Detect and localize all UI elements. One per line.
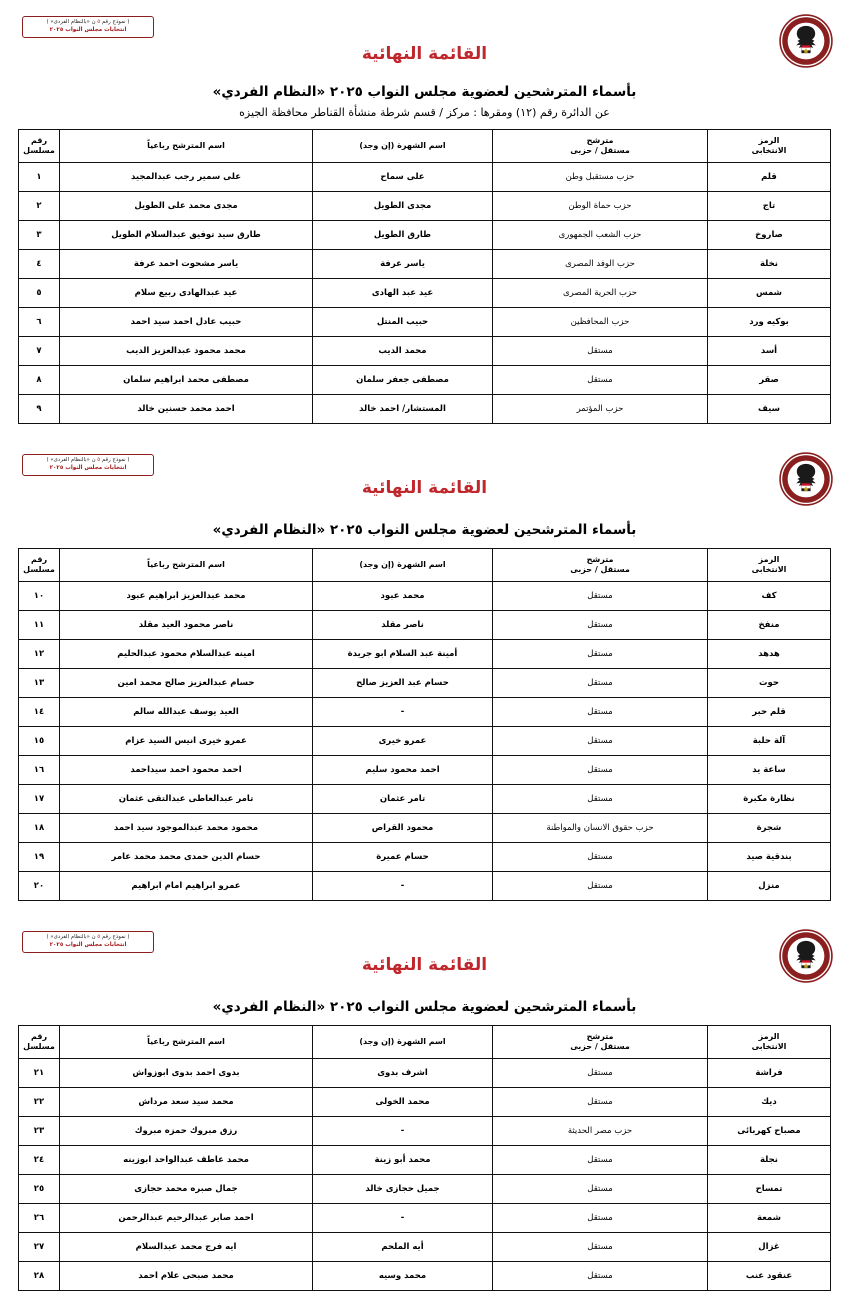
sequence-header-line1: رقم [30, 135, 48, 145]
cell-electoral-symbol: منفخ [708, 611, 831, 640]
cell-party-affiliation: مستقل [493, 1262, 708, 1291]
cell-sequence-number: ١١ [19, 611, 60, 640]
stamp-form-number: ٥ [97, 457, 101, 463]
cell-candidate-name: امينه عبدالسلام محمود عبدالحليم [60, 640, 313, 669]
cell-party-affiliation: حزب حماة الوطن [493, 192, 708, 221]
stamp-form-line [26, 934, 150, 941]
cell-candidate-name: محمد عبدالعزيز ابراهيم عبود [60, 582, 313, 611]
national-elections-authority-emblem-icon [779, 14, 833, 68]
table-row [19, 843, 831, 872]
cell-electoral-symbol: عنقود عنب [708, 1262, 831, 1291]
table-row [19, 1262, 831, 1291]
cell-sequence-number: ١ [19, 163, 60, 192]
cell-electoral-symbol: قلم حبر [708, 698, 831, 727]
cell-fame-name: - [313, 1117, 493, 1146]
final-list-section [0, 438, 849, 915]
cell-candidate-name: عمرو ابراهيم امام ابراهيم [60, 872, 313, 901]
column-header-candidate-name: اسم المترشح رباعياً [60, 130, 313, 163]
cell-sequence-number: ٦ [19, 308, 60, 337]
column-header-candidate-name: اسم المترشح رباعياً [60, 549, 313, 582]
stamp-form-number: ٥ [97, 934, 101, 940]
stamp-form-line [26, 19, 150, 26]
cell-electoral-symbol: شجرة [708, 814, 831, 843]
section-header [0, 446, 849, 508]
cell-electoral-symbol: نظارة مكبرة [708, 785, 831, 814]
page-subtitle: بأسماء المترشحين لعضوية مجلس النواب ٢٠٢٥ «النظام الفردي» [212, 522, 637, 538]
cell-sequence-number: ٨ [19, 366, 60, 395]
cell-sequence-number: ١٦ [19, 756, 60, 785]
cell-fame-name: احمد محمود سليم [313, 756, 493, 785]
column-header-symbol [708, 549, 831, 582]
sequence-header-line2: مسلسل [23, 565, 55, 574]
page-title: القائمة النهائية [361, 955, 488, 975]
cell-party-affiliation: مستقل [493, 669, 708, 698]
cell-sequence-number: ٢٥ [19, 1175, 60, 1204]
party-header-line2: مستقل / حزبى [570, 1042, 630, 1051]
candidates-table-body [19, 1059, 831, 1291]
symbol-header-line2: الانتخابى [751, 565, 787, 574]
table-row [19, 785, 831, 814]
candidates-table [18, 1025, 831, 1291]
cell-electoral-symbol: سيف [708, 395, 831, 424]
cell-fame-name: أيه الملحم [313, 1233, 493, 1262]
cell-fame-name: عمرو خيرى [313, 727, 493, 756]
table-row [19, 1088, 831, 1117]
candidates-table-head [19, 130, 831, 163]
cell-sequence-number: ٢٨ [19, 1262, 60, 1291]
cell-candidate-name: بدوى احمد بدوى ابوزواش [60, 1059, 313, 1088]
cell-electoral-symbol: ساعة يد [708, 756, 831, 785]
candidates-table-head [19, 1026, 831, 1059]
table-row [19, 872, 831, 901]
cell-candidate-name: مصطفى محمد ابراهيم سلمان [60, 366, 313, 395]
table-row [19, 250, 831, 279]
cell-sequence-number: ١٤ [19, 698, 60, 727]
form-number-stamp [22, 16, 154, 38]
cell-fame-name: - [313, 698, 493, 727]
cell-electoral-symbol: كف [708, 582, 831, 611]
cell-candidate-name: محمد سيد سعد مرداش [60, 1088, 313, 1117]
cell-sequence-number: ١٧ [19, 785, 60, 814]
cell-electoral-symbol: نجلة [708, 1146, 831, 1175]
stamp-election-line: انتخابات مجلس النواب ٢٠٢٥ [49, 941, 127, 948]
cell-electoral-symbol: منزل [708, 872, 831, 901]
column-header-sequence [19, 1026, 60, 1059]
cell-party-affiliation: مستقل [493, 698, 708, 727]
table-row [19, 1146, 831, 1175]
cell-electoral-symbol: فراشة [708, 1059, 831, 1088]
table-row [19, 1233, 831, 1262]
symbol-header-line1: الرمز [758, 135, 780, 145]
table-row [19, 1175, 831, 1204]
table-header-row [19, 130, 831, 163]
cell-party-affiliation: مستقل [493, 1146, 708, 1175]
cell-sequence-number: ٢٢ [19, 1088, 60, 1117]
column-header-sequence [19, 130, 60, 163]
table-row [19, 163, 831, 192]
cell-fame-name: حسام عبد العزيز صالح [313, 669, 493, 698]
party-header-line1: مترشح [586, 1031, 614, 1041]
column-header-fame-name: اسم الشهرة (إن وجد) [313, 549, 493, 582]
cell-party-affiliation: حزب المحافظين [493, 308, 708, 337]
cell-sequence-number: ٢ [19, 192, 60, 221]
cell-party-affiliation: حزب مصر الحديثة [493, 1117, 708, 1146]
cell-fame-name: محمد الخولى [313, 1088, 493, 1117]
cell-electoral-symbol: أسد [708, 337, 831, 366]
cell-candidate-name: احمد محمد حسنين خالد [60, 395, 313, 424]
cell-candidate-name: محمد صبحى علام احمد [60, 1262, 313, 1291]
cell-candidate-name: رزق مبروك حمزه مبروك [60, 1117, 313, 1146]
table-row [19, 756, 831, 785]
section-header [0, 8, 849, 70]
cell-electoral-symbol: شمس [708, 279, 831, 308]
cell-candidate-name: عمرو خيرى انيس السيد عزام [60, 727, 313, 756]
final-list-section [0, 915, 849, 1305]
table-row [19, 279, 831, 308]
cell-electoral-symbol: صقر [708, 366, 831, 395]
cell-fame-name: ياسر عرفة [313, 250, 493, 279]
cell-fame-name: أمينة عبد السلام ابو جريدة [313, 640, 493, 669]
column-header-symbol [708, 1026, 831, 1059]
symbol-header-line2: الانتخابى [751, 146, 787, 155]
cell-electoral-symbol: غزال [708, 1233, 831, 1262]
party-header-line2: مستقل / حزبى [570, 565, 630, 574]
cell-party-affiliation: مستقل [493, 727, 708, 756]
cell-candidate-name: احمد محمود احمد سيداحمد [60, 756, 313, 785]
cell-electoral-symbol: هدهد [708, 640, 831, 669]
cell-party-affiliation: مستقل [493, 1175, 708, 1204]
cell-sequence-number: ٣ [19, 221, 60, 250]
party-header-line2: مستقل / حزبى [570, 146, 630, 155]
column-header-party [493, 549, 708, 582]
cell-sequence-number: ١٨ [19, 814, 60, 843]
cell-party-affiliation: حزب حقوق الانسان والمواطنة [493, 814, 708, 843]
cell-sequence-number: ٤ [19, 250, 60, 279]
cell-sequence-number: ٢٣ [19, 1117, 60, 1146]
cell-candidate-name: العيد يوسف عبدالله سالم [60, 698, 313, 727]
national-elections-authority-emblem-icon [779, 452, 833, 506]
cell-party-affiliation: مستقل [493, 1088, 708, 1117]
cell-party-affiliation: حزب الشعب الجمهورى [493, 221, 708, 250]
column-header-party [493, 130, 708, 163]
cell-sequence-number: ١٢ [19, 640, 60, 669]
stamp-election-line: انتخابات مجلس النواب ٢٠٢٥ [49, 464, 127, 471]
table-row [19, 1204, 831, 1233]
table-row [19, 308, 831, 337]
cell-fame-name: اشرف بدوى [313, 1059, 493, 1088]
cell-fame-name: جميل حجازى خالد [313, 1175, 493, 1204]
cell-party-affiliation: مستقل [493, 843, 708, 872]
form-number-stamp [22, 931, 154, 953]
cell-electoral-symbol: تاج [708, 192, 831, 221]
sequence-header-line2: مسلسل [23, 1042, 55, 1051]
national-elections-authority-emblem-icon [779, 929, 833, 983]
cell-electoral-symbol: آلة حلبة [708, 727, 831, 756]
table-row [19, 698, 831, 727]
column-header-fame-name: اسم الشهرة (إن وجد) [313, 130, 493, 163]
candidates-table-head [19, 549, 831, 582]
cell-party-affiliation: حزب مستقبل وطن [493, 163, 708, 192]
cell-fame-name: - [313, 1204, 493, 1233]
symbol-header-line1: الرمز [758, 554, 780, 564]
table-row [19, 582, 831, 611]
cell-candidate-name: احمد صابر عبدالرحيم عبدالرحمن [60, 1204, 313, 1233]
column-header-sequence [19, 549, 60, 582]
cell-fame-name: ناصر مقلد [313, 611, 493, 640]
cell-electoral-symbol: حوت [708, 669, 831, 698]
section-header [0, 923, 849, 985]
table-row [19, 814, 831, 843]
cell-electoral-symbol: نخلة [708, 250, 831, 279]
cell-sequence-number: ١٩ [19, 843, 60, 872]
cell-party-affiliation: مستقل [493, 1204, 708, 1233]
cell-sequence-number: ٢٧ [19, 1233, 60, 1262]
cell-sequence-number: ١٠ [19, 582, 60, 611]
cell-electoral-symbol: ديك [708, 1088, 831, 1117]
cell-party-affiliation: مستقل [493, 366, 708, 395]
cell-candidate-name: على سمير رجب عبدالمجيد [60, 163, 313, 192]
cell-sequence-number: ٢٦ [19, 1204, 60, 1233]
cell-fame-name: محمد وسيه [313, 1262, 493, 1291]
page-subtitle: بأسماء المترشحين لعضوية مجلس النواب ٢٠٢٥ «النظام الفردي» [212, 84, 637, 100]
candidates-table-body [19, 163, 831, 424]
cell-fame-name: محمد الديب [313, 337, 493, 366]
stamp-prefix: ( نموذج رقم [100, 457, 130, 463]
cell-candidate-name: محمد عاطف عبدالواحد ابوزينه [60, 1146, 313, 1175]
cell-candidate-name: جمال صبره محمد حجازى [60, 1175, 313, 1204]
cell-sequence-number: ١٣ [19, 669, 60, 698]
cell-electoral-symbol: شمعة [708, 1204, 831, 1233]
page-title: القائمة النهائية [361, 478, 488, 498]
cell-candidate-name: مجدى محمد على الطويل [60, 192, 313, 221]
cell-candidate-name: ياسر مشحوت احمد عرفة [60, 250, 313, 279]
table-row [19, 611, 831, 640]
cell-candidate-name: طارق سيد توفيق عبدالسلام الطويل [60, 221, 313, 250]
candidates-table [18, 129, 831, 424]
cell-electoral-symbol: بندقية صيد [708, 843, 831, 872]
cell-sequence-number: ٢٤ [19, 1146, 60, 1175]
cell-party-affiliation: مستقل [493, 756, 708, 785]
table-row [19, 395, 831, 424]
stamp-suffix: ن «بالنظام الفردى» ) [46, 457, 98, 463]
party-header-line1: مترشح [586, 135, 614, 145]
sequence-header-line1: رقم [30, 554, 48, 564]
cell-electoral-symbol: صاروخ [708, 221, 831, 250]
candidates-table-body [19, 582, 831, 901]
stamp-form-number: ٥ [97, 19, 101, 25]
table-row [19, 366, 831, 395]
column-header-fame-name: اسم الشهرة (إن وجد) [313, 1026, 493, 1059]
cell-sequence-number: ٢١ [19, 1059, 60, 1088]
cell-party-affiliation: مستقل [493, 611, 708, 640]
cell-fame-name: مصطفى جعفر سلمان [313, 366, 493, 395]
cell-fame-name: المستشار/ احمد خالد [313, 395, 493, 424]
table-row [19, 1059, 831, 1088]
cell-party-affiliation: مستقل [493, 582, 708, 611]
cell-fame-name: على سماح [313, 163, 493, 192]
cell-fame-name: طارق الطويل [313, 221, 493, 250]
sequence-header-line1: رقم [30, 1031, 48, 1041]
cell-party-affiliation: حزب الوفد المصرى [493, 250, 708, 279]
cell-party-affiliation: مستقل [493, 640, 708, 669]
table-row [19, 1117, 831, 1146]
column-header-party [493, 1026, 708, 1059]
party-header-line1: مترشح [586, 554, 614, 564]
cell-candidate-name: تامر عبدالعاطى عبدالتقى عثمان [60, 785, 313, 814]
final-list-section [0, 0, 849, 438]
table-header-row [19, 1026, 831, 1059]
cell-sequence-number: ٧ [19, 337, 60, 366]
cell-fame-name: محمد أبو زينة [313, 1146, 493, 1175]
cell-fame-name: محمود القراص [313, 814, 493, 843]
stamp-election-line: انتخابات مجلس النواب ٢٠٢٥ [49, 26, 127, 33]
table-row [19, 640, 831, 669]
cell-electoral-symbol: تمساح [708, 1175, 831, 1204]
cell-candidate-name: حسام الدين حمدى محمد محمد عامر [60, 843, 313, 872]
stamp-form-line [26, 457, 150, 464]
cell-candidate-name: ايه فرج محمد عبدالسلام [60, 1233, 313, 1262]
table-row [19, 337, 831, 366]
stamp-suffix: ن «بالنظام الفردى» ) [46, 934, 98, 940]
cell-sequence-number: ٥ [19, 279, 60, 308]
constituency-line: عن الدائرة رقم (١٢) ومقرها : مركز / قسم شرطة منشأة القناطر محافظة الجيزه [239, 106, 610, 119]
cell-fame-name: - [313, 872, 493, 901]
symbol-header-line1: الرمز [758, 1031, 780, 1041]
cell-candidate-name: ناصر محمود العيد مقلد [60, 611, 313, 640]
cell-electoral-symbol: بوكيه ورد [708, 308, 831, 337]
table-row [19, 727, 831, 756]
cell-party-affiliation: مستقل [493, 337, 708, 366]
cell-candidate-name: عيد عبدالهادى ربيع سلام [60, 279, 313, 308]
cell-fame-name: عيد عبد الهادى [313, 279, 493, 308]
cell-fame-name: تامر عثمان [313, 785, 493, 814]
stamp-suffix: ن «بالنظام الفردى» ) [46, 19, 98, 25]
cell-party-affiliation: مستقل [493, 785, 708, 814]
cell-fame-name: محمد عبود [313, 582, 493, 611]
page-title: القائمة النهائية [361, 44, 488, 64]
cell-party-affiliation: مستقل [493, 1233, 708, 1262]
sequence-header-line2: مسلسل [23, 146, 55, 155]
form-number-stamp [22, 454, 154, 476]
cell-fame-name: حبيب المنتل [313, 308, 493, 337]
column-header-symbol [708, 130, 831, 163]
table-row [19, 192, 831, 221]
cell-electoral-symbol: مصباح كهربائى [708, 1117, 831, 1146]
stamp-prefix: ( نموذج رقم [100, 19, 130, 25]
cell-candidate-name: حبيب عادل احمد سيد احمد [60, 308, 313, 337]
candidates-table [18, 548, 831, 901]
cell-sequence-number: ٢٠ [19, 872, 60, 901]
cell-party-affiliation: مستقل [493, 872, 708, 901]
table-row [19, 669, 831, 698]
page-subtitle: بأسماء المترشحين لعضوية مجلس النواب ٢٠٢٥ «النظام الفردي» [212, 999, 637, 1015]
cell-party-affiliation: حزب المؤتمر [493, 395, 708, 424]
cell-fame-name: مجدى الطويل [313, 192, 493, 221]
cell-sequence-number: ٩ [19, 395, 60, 424]
cell-party-affiliation: حزب الحرية المصرى [493, 279, 708, 308]
cell-fame-name: حسام عميرة [313, 843, 493, 872]
cell-sequence-number: ١٥ [19, 727, 60, 756]
cell-candidate-name: حسام عبدالعزيز صالح محمد امين [60, 669, 313, 698]
cell-candidate-name: محمود محمد عبدالموجود سيد احمد [60, 814, 313, 843]
cell-candidate-name: محمد محمود عبدالعزيز الديب [60, 337, 313, 366]
cell-party-affiliation: مستقل [493, 1059, 708, 1088]
symbol-header-line2: الانتخابى [751, 1042, 787, 1051]
stamp-prefix: ( نموذج رقم [100, 934, 130, 940]
cell-electoral-symbol: قلم [708, 163, 831, 192]
table-row [19, 221, 831, 250]
column-header-candidate-name: اسم المترشح رباعياً [60, 1026, 313, 1059]
table-header-row [19, 549, 831, 582]
